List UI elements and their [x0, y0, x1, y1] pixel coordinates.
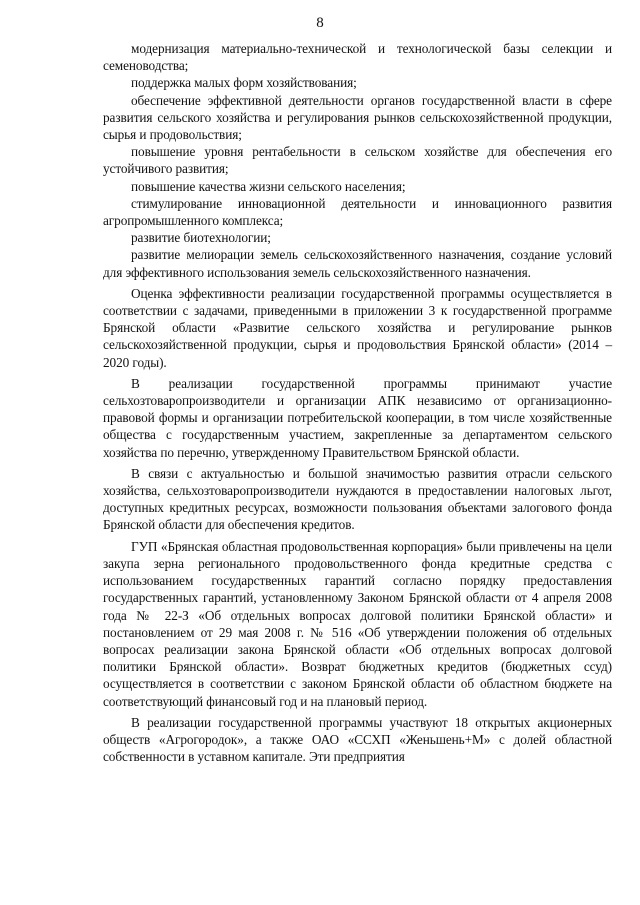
list-item-profitability: повышение уровня рентабельности в сельском хозяйстве для обеспечения его устойчивого развития; [103, 144, 612, 177]
paragraph-agrogorodok: В реализации государственной программы участвуют 18 открытых акционерных обществ «Агрогородок», а также ОАО «ССХП «Женьшень+М» с долей областной собственности в уставном капитале. Эти предприятия [103, 714, 612, 765]
list-item-small-farms: поддержка малых форм хозяйствования; [131, 75, 357, 91]
list-item-biotechnology: развитие биотехнологии; [131, 230, 271, 246]
list-item-government-activity: обеспечение эффективной деятельности органов государственной власти в сфере развития сельского хозяйства и регулирования рынков сельскохозяйственной продукции, сырья и продовольствия; [103, 92, 612, 143]
list-item-quality-of-life: повышение качества жизни сельского населения; [131, 178, 406, 194]
list-item-selection-base: модернизация материально-технической и технологической базы селекции и семеноводства; [103, 41, 612, 74]
document-body [103, 40, 612, 765]
paragraph-needs: В связи с актуальностью и большой значимостью развития отрасли сельского хозяйства, сельхозтоваропроизводители нуждаются в предоставлении налоговых льгот, доступных кредитных ресурсах, возможности пользования объектами залогового фонда Брянской области для обеспечения кредитов. [103, 465, 612, 533]
list-item-land-reclamation: развитие мелиорации земель сельскохозяйственного назначения, создание условий для эффективного использования земель сельскохозяйственного назначения. [103, 247, 612, 280]
page-number: 8 [316, 15, 324, 31]
paragraph-efficiency-assessment: Оценка эффективности реализации государственной программы осуществляется в соответствии с задачами, приведенными в приложении 3 к государственной программе Брянской области «Развитие сельского хозяйства и регулирование рынков сельскохозяйственной продукции, сырья и продовольствия Брянской области» (2014 – 2020 годы). [103, 285, 612, 370]
paragraph-food-corporation: ГУП «Брянская областная продовольственная корпорация» были привлечены на цели закупа зерна регионального продовольственного фонда кредитные средства с использованием государственных гарантий согласно порядку предоставления государственных гарантий, установленному Законом Брянской области от 4 апреля 2008 года № 22-З «Об отдельных вопросах долговой политики Брянской области» и постановлением от 29 мая 2008 г. № 516 «Об утверждении положения об отдельных вопросах реализации закона Брянской области «Об отдельных вопросах долговой политики Брянской области». Возврат бюджетных кредитов (бюджетных ссуд) осуществляется в соответствии с законом Брянской области об областном бюджете на соответствующий финансовый год и на плановый период. [103, 538, 612, 709]
list-item-innovation: стимулирование инновационной деятельности и инновационного развития агропромышленного комплекса; [103, 195, 612, 229]
paragraph-participants: В реализации государственной программы принимают участие сельхозтоваропроизводители и организации АПК независимо от организационно-правовой формы и организации потребительской кооперации, в том числе хозяйственные общества с государственным участием, закрепленные за департаментом сельского хозяйства по перечню, утвержденному Правительством Брянской области. [103, 375, 612, 460]
